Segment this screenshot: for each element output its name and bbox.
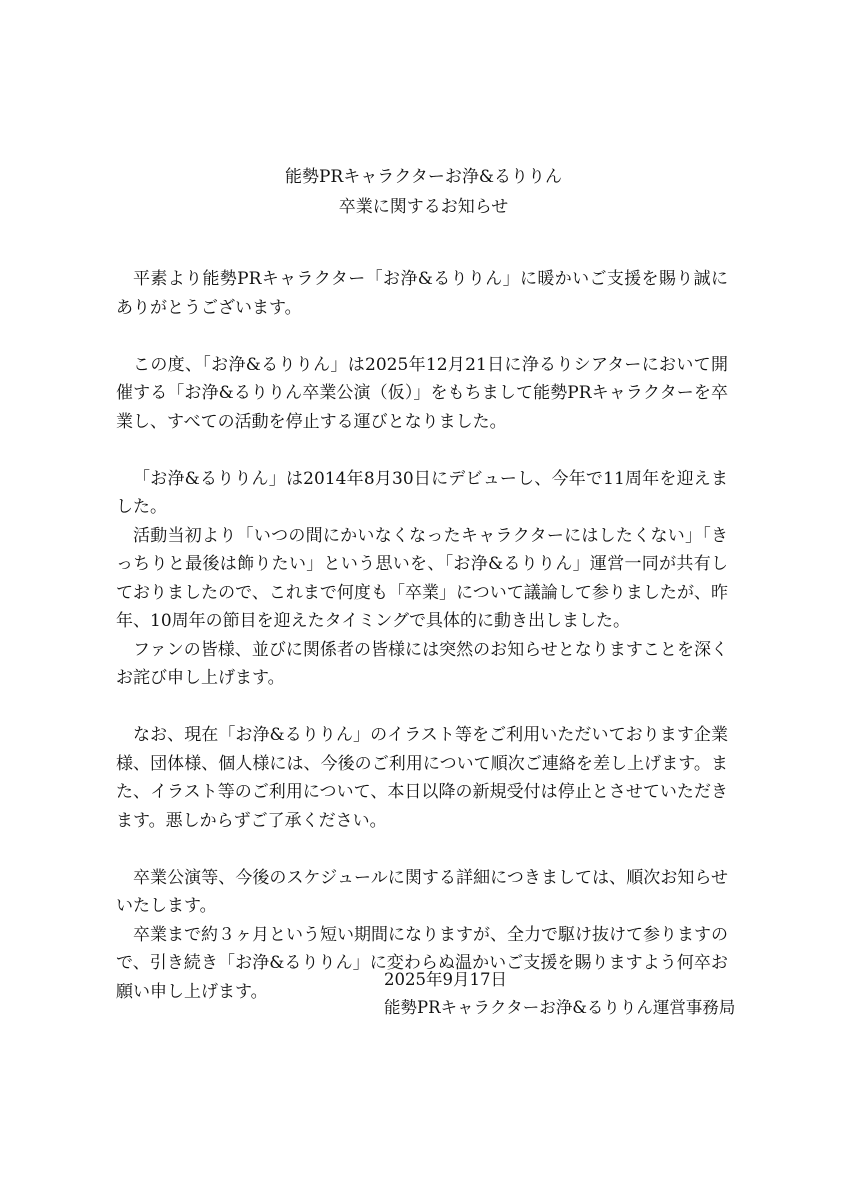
illustration-usage-paragraph: なお、現在「お浄&るりりん」のイラスト等をご利用いただいております企業様、団体様、個人様には、今後のご利用について順次ご連絡を差し上げます。また、イラスト等のご利用について、本日以降の新規受付は停止とさせていただきます。悪しからずご了承ください。	[116, 725, 728, 831]
closing-paragraph: 卒業まで約３ヶ月という短い期間になりますが、全力で駆け抜けて参りますので、引き続き「お浄&るりりん」に変わらぬ温かいご支援を賜りますよう何卒お願い申し上げます。	[116, 924, 728, 1002]
debut-paragraph: 「お浄&るりりん」は2014年8月30日にデビューし、今年で11周年を迎えました。	[116, 468, 728, 517]
signature-date: 2025年9月17日	[384, 970, 507, 989]
background-paragraph: 活動当初より「いつの間にかいなくなったキャラクターにはしたくない」「きっちりと最後は飾りたい」という思いを、「お浄&るりりん」運営一同が共有しておりましたので、これまで何度も「卒業」について議論して参りましたが、昨年、10周年の節目を迎えたタイミングで具体的に動き出しました。	[116, 525, 728, 631]
signature-block	[384, 966, 735, 1022]
document-title	[0, 162, 847, 222]
title-line-2: 卒業に関するお知らせ	[338, 197, 509, 217]
schedule-paragraph: 卒業公演等、今後のスケジュールに関する詳細につきましては、順次お知らせいたします。	[116, 867, 728, 916]
greeting-paragraph: 平素より能勢PRキャラクター「お浄&るりりん」に暖かいご支援を賜り誠にありがとうございます。	[116, 269, 728, 318]
signature-organization: 能勢PRキャラクターお浄&るりりん運営事務局	[384, 998, 736, 1017]
document-body	[116, 265, 728, 1006]
announcement-paragraph: この度、「お浄&るりりん」は2025年12月21日に浄るりシアターにおいて開催する「お浄&るりりん卒業公演（仮）」をもちまして能勢PRキャラクターを卒業し、すべての活動を停止する運びとなりました。	[116, 354, 728, 432]
apology-paragraph: ファンの皆様、並びに関係者の皆様には突然のお知らせとなりますことを深くお詫び申し上げます。	[116, 639, 728, 688]
title-line-1: 能勢PRキャラクターお浄&るりりん	[284, 167, 563, 187]
